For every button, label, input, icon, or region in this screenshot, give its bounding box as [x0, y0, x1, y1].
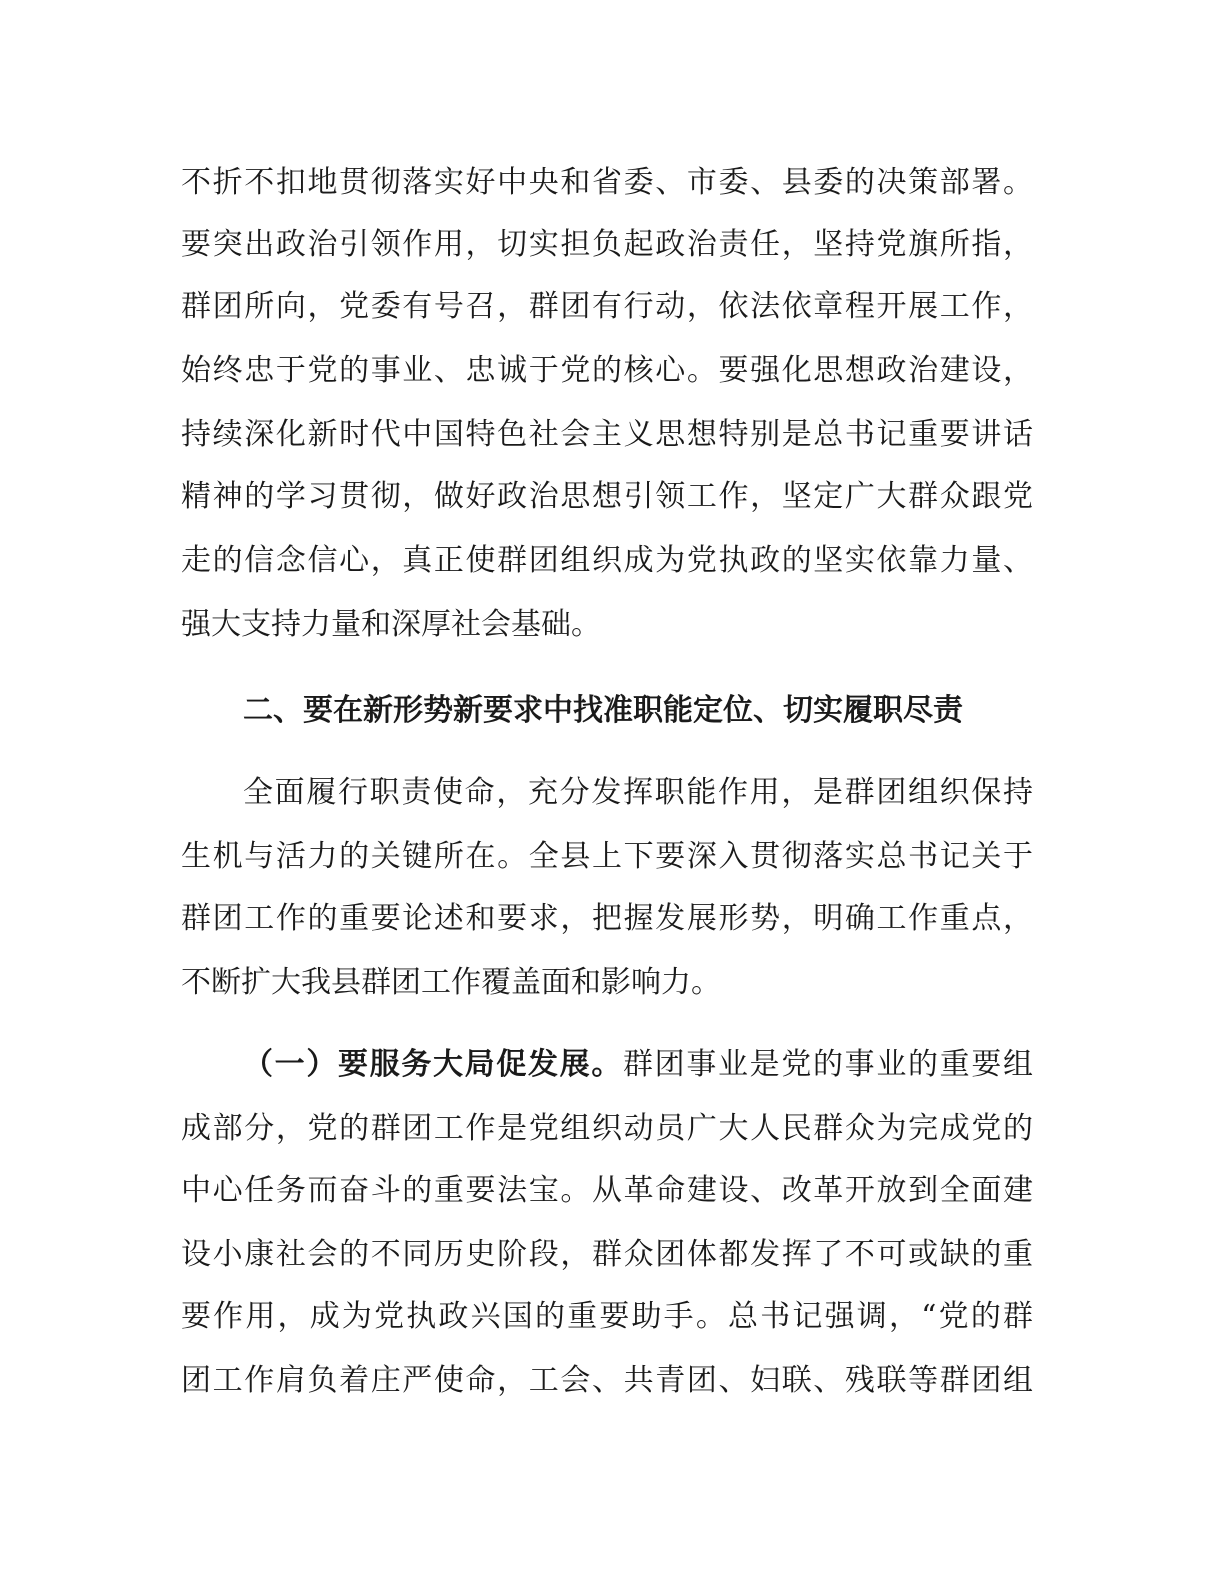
- para2-line-4: 不断扩大我县群团工作覆盖面和影响力。: [181, 965, 721, 1000]
- para1-line-6: 精神的学习贯彻，做好政治思想引领工作，坚定广大群众跟党: [181, 479, 1033, 514]
- para3-first-rest: 群团事业是党的事业的重要组: [623, 1047, 1033, 1082]
- para3-bold-lead: （一）要服务大局促发展。: [243, 1047, 623, 1082]
- para1-line-5: 持续深化新时代中国特色社会主义思想特别是总书记重要讲话: [181, 417, 1033, 452]
- para3-line-3: 中心任务而奋斗的重要法宝。从革命建设、改革开放到全面建: [181, 1173, 1033, 1208]
- para3-line-2: 成部分，党的群团工作是党组织动员广大人民群众为完成党的: [181, 1111, 1033, 1146]
- para1-line-2: 要突出政治引领作用，切实担负起政治责任，坚持党旗所指，: [181, 227, 1033, 262]
- para3-line-4: 设小康社会的不同历史阶段，群众团体都发挥了不可或缺的重: [181, 1237, 1033, 1272]
- para3-line-1: [243, 1034, 1033, 1096]
- para2-line-1: 全面履行职责使命，充分发挥职能作用，是群团组织保持: [243, 775, 1033, 810]
- para1-line-1: 不折不扣地贯彻落实好中央和省委、市委、县委的决策部署。: [181, 165, 1033, 200]
- para1-line-4: 始终忠于党的事业、忠诚于党的核心。要强化思想政治建设，: [181, 353, 1033, 388]
- para2-line-2: 生机与活力的关键所在。全县上下要深入贯彻落实总书记关于: [181, 839, 1033, 874]
- para2-line-3: 群团工作的重要论述和要求，把握发展形势，明确工作重点，: [181, 901, 1033, 936]
- section-heading-2: 二、要在新形势新要求中找准职能定位、切实履职尽责: [243, 693, 963, 728]
- para1-line-3: 群团所向，党委有号召，群团有行动，依法依章程开展工作，: [181, 289, 1033, 324]
- para1-line-8: 强大支持力量和深厚社会基础。: [181, 607, 601, 642]
- para3-line-5: 要作用，成为党执政兴国的重要助手。总书记强调，“党的群: [181, 1299, 1033, 1334]
- para3-line-6: 团工作肩负着庄严使命，工会、共青团、妇联、残联等群团组: [181, 1363, 1033, 1398]
- para1-line-7: 走的信念信心，真正使群团组织成为党执政的坚实依靠力量、: [181, 543, 1033, 578]
